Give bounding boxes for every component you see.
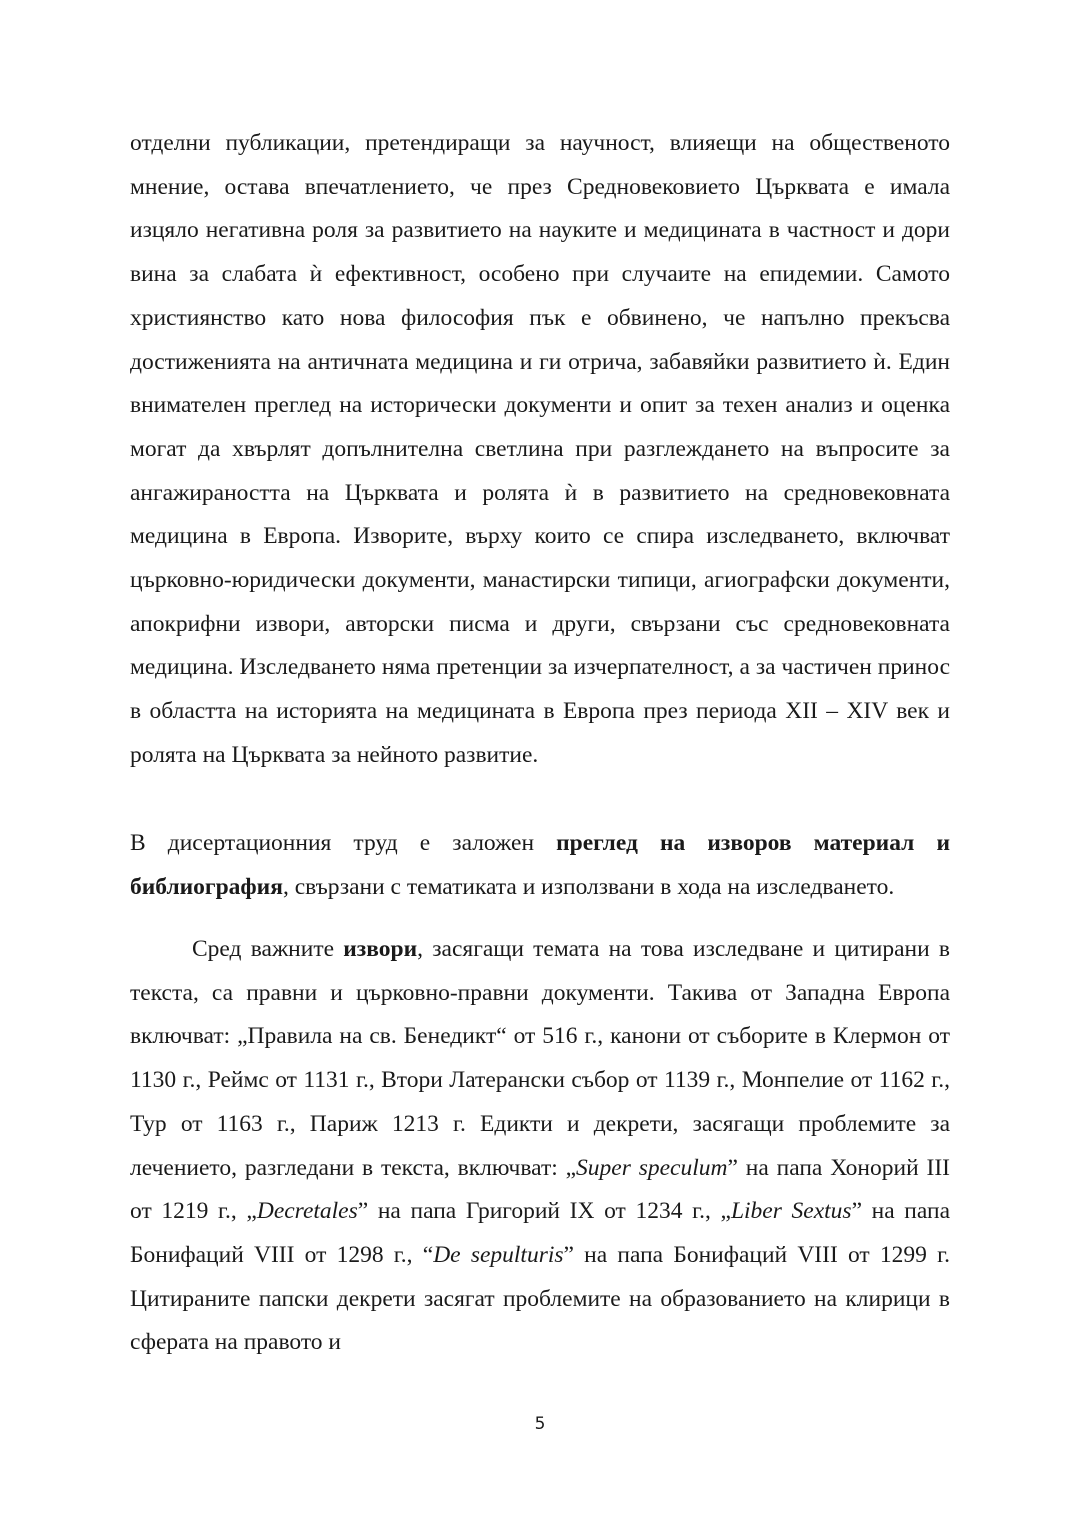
body-paragraph-3 [130, 928, 950, 1365]
text-run: ” на папа Бонифаций VIII от 1299 г. Цитираните папски декрети засягат проблемите на образованието на клирици в сферата на правото и [130, 1241, 950, 1356]
text-run: В дисертационния труд е заложен [130, 830, 557, 856]
text-run: ” на папа Хонорий III от 1219 г., „ [130, 1154, 950, 1225]
text-run: ” на папа Григорий IX от 1234 г., „ [357, 1198, 731, 1225]
italic-title: De sepulturis [433, 1241, 564, 1268]
text-run: , засягащи темата на това изследване и цитирани в текста, са правни и църковно-правни документи. Такива от Западна Европа включват: „Правила на св. Бенедикт“ от 516 г., канони от съборите в Клермон от 1130 г., Реймс от 1131 г., Втори Латерански събор от 1139 г., Монпелие от 1162 г., Тур от 1163 г., Париж 1213 г. Едикти и декрети, засягащи проблемите за лечението, разгледани в текста, включват: „ [130, 936, 950, 1181]
paragraph-text: отделни публикации, претендиращи за научност, влияещи на общественото мнение, остава впечатлението, че през Средновековието Църквата е имала изцяло негативна роля за развитието на науките и медицината в частност и дори вина за слабата ѝ ефективност, особено при случаите на епидемии. Самото християнство като нова философия пък е обвинено, че напълно прекъсва достиженията на античната медицина и ги отрича, забавяйки развитието ѝ. Един внимателен преглед на исторически документи и опит за техен анализ и оценка могат да хвърлят допълнителна светлина при разглеждането на въпросите за ангажираността на Църквата и ролята ѝ в развитието на средновековната медицина в Европа. Изворите, върху които се спира изследването, включват църковно-юридически документи, манастирски типици, агиографски документи, апокрифни извори, авторски писма и други, свързани със средновековната медицина. Изследването няма претенции за изчерпателност, а за частичен принос в областта на историята на медицината в Европа през периода XII – XIV век и ролята на Църквата за нейното развитие. [130, 130, 950, 768]
paragraph-text [130, 822, 950, 909]
italic-title: Liber Sextus [730, 1198, 852, 1225]
body-paragraph-2 [130, 822, 950, 909]
italic-title: Decretales [256, 1198, 358, 1225]
body-paragraph-1 [130, 122, 950, 778]
text-run: , свързани с тематиката и използвани в хода на изследването. [282, 873, 895, 900]
text-run: Сред важните [192, 936, 344, 962]
page-number: 5 [534, 1414, 546, 1434]
bold-term: извори [343, 936, 418, 962]
bold-term: преглед на изворов материал и библиография [130, 830, 950, 900]
text-run: ” на папа Бонифаций VIII от 1298 г., “ [130, 1198, 951, 1268]
paragraph-text [130, 928, 950, 1365]
italic-title: Super speculum [576, 1154, 728, 1181]
